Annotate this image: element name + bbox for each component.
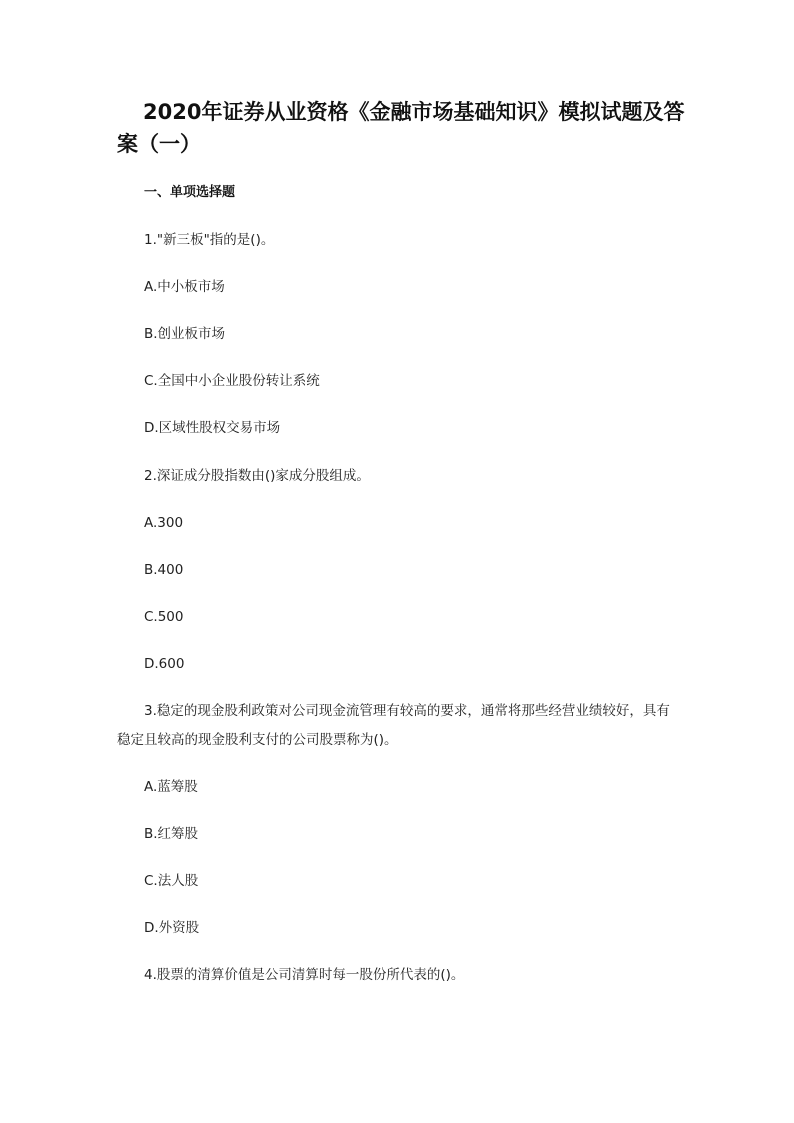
question-3-option-a: A.蓝筹股 — [144, 779, 198, 795]
question-4-stem: 4.股票的清算价值是公司清算时每一股份所代表的()。 — [144, 967, 465, 983]
question-3-option-b: B.红筹股 — [144, 826, 199, 842]
question-1-stem: 1."新三板"指的是()。 — [144, 232, 275, 248]
document-title: 2020年证券从业资格《金融市场基础知识》模拟试题及答案（一） — [117, 100, 685, 156]
question-3-option-d: D.外资股 — [144, 920, 200, 936]
question-2-option-d: D.600 — [144, 656, 185, 672]
question-1-option-c: C.全国中小企业股份转让系统 — [144, 373, 320, 389]
question-3-option-c: C.法人股 — [144, 873, 199, 889]
question-2-option-a: A.300 — [144, 515, 184, 531]
question-2-option-b: B.400 — [144, 562, 184, 578]
question-2-stem: 2.深证成分股指数由()家成分股组成。 — [144, 468, 370, 484]
question-3-stem: 3.稳定的现金股利政策对公司现金流管理有较高的要求，通常将那些经营业绩较好，具有稳定且较高的现金股利支付的公司股票称为()。 — [117, 703, 670, 748]
question-2-option-c: C.500 — [144, 609, 184, 625]
question-1-option-b: B.创业板市场 — [144, 326, 226, 342]
question-1-option-a: A.中小板市场 — [144, 279, 225, 295]
section-heading: 一、单项选择题 — [144, 185, 236, 200]
question-1-option-d: D.区域性股权交易市场 — [144, 420, 281, 436]
